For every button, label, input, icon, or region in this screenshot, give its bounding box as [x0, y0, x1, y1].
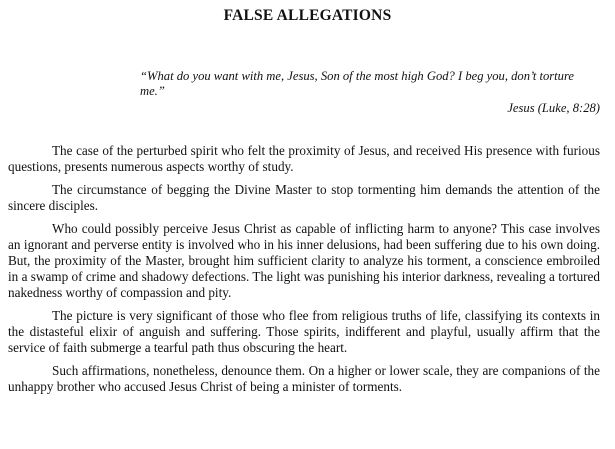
page-title: FALSE ALLEGATIONS [223, 7, 392, 24]
paragraph: The picture is very significant of those who flee from religious truths of life, classifying its contexts in the distasteful elixir of anguish and suffering. Those spirits, indifferent and playful, usually affirm that the service of faith submerge a tearful path thus obscuring the heart. [8, 308, 600, 355]
paragraph: The circumstance of begging the Divine Master to stop tormenting him demands the attention of the sincere disciples. [8, 182, 600, 213]
paragraph: The case of the perturbed spirit who felt the proximity of Jesus, and received His presence with furious questions, presents numerous aspects worthy of study. [8, 143, 600, 174]
epigraph-quote: “What do you want with me, Jesus, Son of the most high God? I beg you, don’t torture me.” [140, 69, 574, 98]
epigraph-source: Jesus (Luke, 8:28) [507, 101, 600, 115]
paragraph: Who could possibly perceive Jesus Christ as capable of inflicting harm to anyone? This case involves an ignorant and perverse entity is involved who in his inner delusions, had been suffering due to his own doing. But, the proximity of the Master, brought him sufficient clarity to analyze his torment, a conscience embroiled in a swamp of crime and shadowy defections. The light was punishing his interior darkness, revealing a tortured nakedness worthy of compassion and pity. [8, 221, 600, 300]
epigraph [140, 69, 600, 116]
paragraph: Such affirmations, nonetheless, denounce them. On a higher or lower scale, they are companions of the unhappy brother who accused Jesus Christ of being a minister of torments. [8, 363, 600, 394]
body-text [8, 143, 600, 402]
